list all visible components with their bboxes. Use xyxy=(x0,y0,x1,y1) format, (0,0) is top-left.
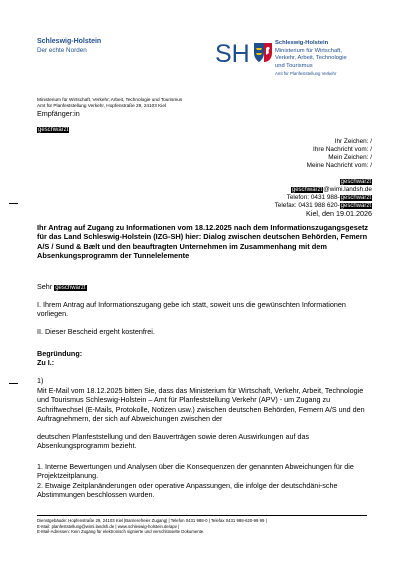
footer-note: E-Mail-Adressen: Kein Zugang für elektronisch signierte und verschlüsselte Dokumente. xyxy=(37,529,205,534)
letter-date: Kiel, den 19.01.2026 xyxy=(306,209,372,218)
reasoning-heading: Begründung: xyxy=(37,349,83,358)
redacted-salutation: geschwärzt xyxy=(55,285,86,291)
email-domain: @wimi.landsh.de xyxy=(323,186,372,193)
greeting-text: Sehr xyxy=(37,282,53,291)
fold-mark-middle xyxy=(9,383,18,384)
list-item: 1. Interne Bewertungen und Analysen über die Konsequenzen der genannten Abweichungen für die Projektzeitplanung. xyxy=(37,462,354,481)
redacted-phone: geschwärzt xyxy=(340,195,371,201)
logo-office-name: Amt für Planfeststellung Verkehr xyxy=(275,71,337,77)
coat-of-arms-icon xyxy=(254,43,272,62)
request-paragraph-continued: deutschen Planfeststellung und den Bauverträgen sowie deren Auswirkungen auf das Absenkungsprogramm bezieht. xyxy=(37,432,310,451)
my-message-date: Meine Nachricht vom: / xyxy=(306,162,372,169)
reference-block xyxy=(307,138,372,170)
redacted-recipient: geschwärzt xyxy=(38,127,69,133)
logo-state-name: Schleswig-Holstein xyxy=(275,40,329,46)
request-paragraph: Mit E-Mail vom 18.12.2025 bitten Sie, dass das Ministerium für Wirtschaft, Verkehr, Arbeit, Technologie und Tourismus Schleswig-Holstein – Amt für Planfeststellung Verkehr (APV) - um Zugang zu Schriftwechsel (E-Mails, Protokolle, Notizen usw.) zwischen deutschen Behörden, Femern A/S und den Auftragnehmern, der sich auf Abweichungen zwischen der xyxy=(37,386,365,423)
fax-label: Telefax: 0431 988 620- xyxy=(274,202,340,209)
sh-logo xyxy=(215,40,273,71)
reasoning-subheading: Zu I.: xyxy=(37,358,55,367)
recipient-block xyxy=(37,109,80,136)
your-reference: Ihr Zeichen: / xyxy=(334,138,372,145)
redacted-email-user: geschwärzt xyxy=(291,187,323,193)
phone-label: Telefon: 0431 988- xyxy=(286,194,340,201)
fold-mark-top xyxy=(9,203,18,204)
logo-ministry-line3: und Tourismus xyxy=(275,62,313,69)
sh-logo-graphic xyxy=(215,40,273,66)
letter-footer xyxy=(37,515,367,535)
decision-paragraph-1: I. Ihrem Antrag auf Informationszugang gebe ich statt, soweit uns die gewünschten Informationen vorliegen. xyxy=(37,300,346,319)
footer-email: E-Mail: planfeststellung@wimi.landsh.de | www.schleswig-holstein.de/apv | xyxy=(37,523,180,529)
your-message-date: Ihre Nachricht vom: / xyxy=(313,146,372,153)
list-item: 2. Etwaige Zeitplanänderungen oder operative Anpassungen, die infolge der deutschdäni-sche Abstimmungen beschlossen wurden. xyxy=(37,481,338,500)
contact-block xyxy=(275,174,372,210)
recipient-label: Empfänger:in xyxy=(37,109,80,118)
sender-line2: Amt für Planfeststellung Verkehr, Hopfenstraße 29, 24103 Kiel xyxy=(37,102,166,108)
letter-subject: Ihr Antrag auf Zugang zu Informationen vom 18.12.2025 nach dem Informationszugangsgesetz für das Land Schleswig-Holstein (IZG-SH) hier: Dialog zwischen deutschen Behörden, Femern A/S / Sund & Bælt und den beauftragten Unternehmen im Zusammenhang mit dem Absenkungsprogramm der Tunnelelemente xyxy=(37,223,369,261)
redacted-contact-name: geschwärzt xyxy=(340,179,371,185)
sh-logo-letters: SH xyxy=(215,40,250,66)
logo-ministry-line2: Verkehr, Arbeit, Technologie xyxy=(275,55,347,62)
ministry-logo-text xyxy=(275,40,347,78)
state-brand-slogan: Der echte Norden xyxy=(37,47,87,54)
logo-ministry-line1: Ministerium für Wirtschaft, xyxy=(275,47,342,54)
state-brand-name: Schleswig-Holstein xyxy=(37,38,102,45)
section-number: 1) xyxy=(37,376,44,385)
greeting xyxy=(37,282,377,292)
state-brand xyxy=(37,37,101,55)
sender-line1: Ministerium für Wirtschaft, Verkehr, Arbeit, Technologie und Tourismus xyxy=(37,97,183,102)
sender-address xyxy=(37,97,182,108)
my-reference: Mein Zeichen: / xyxy=(328,154,372,161)
footer-address: Dienstgebäude: Hopfenstraße 29, 24103 Kiel |Barrierefreier Zugang| | Telefon 0431 988-0 | Telefax 0431 988-620-99 99 | xyxy=(37,518,267,523)
redacted-fax: geschwärzt xyxy=(340,203,371,209)
decision-paragraph-2: II. Dieser Bescheid ergeht kostenfrei. xyxy=(37,327,155,336)
